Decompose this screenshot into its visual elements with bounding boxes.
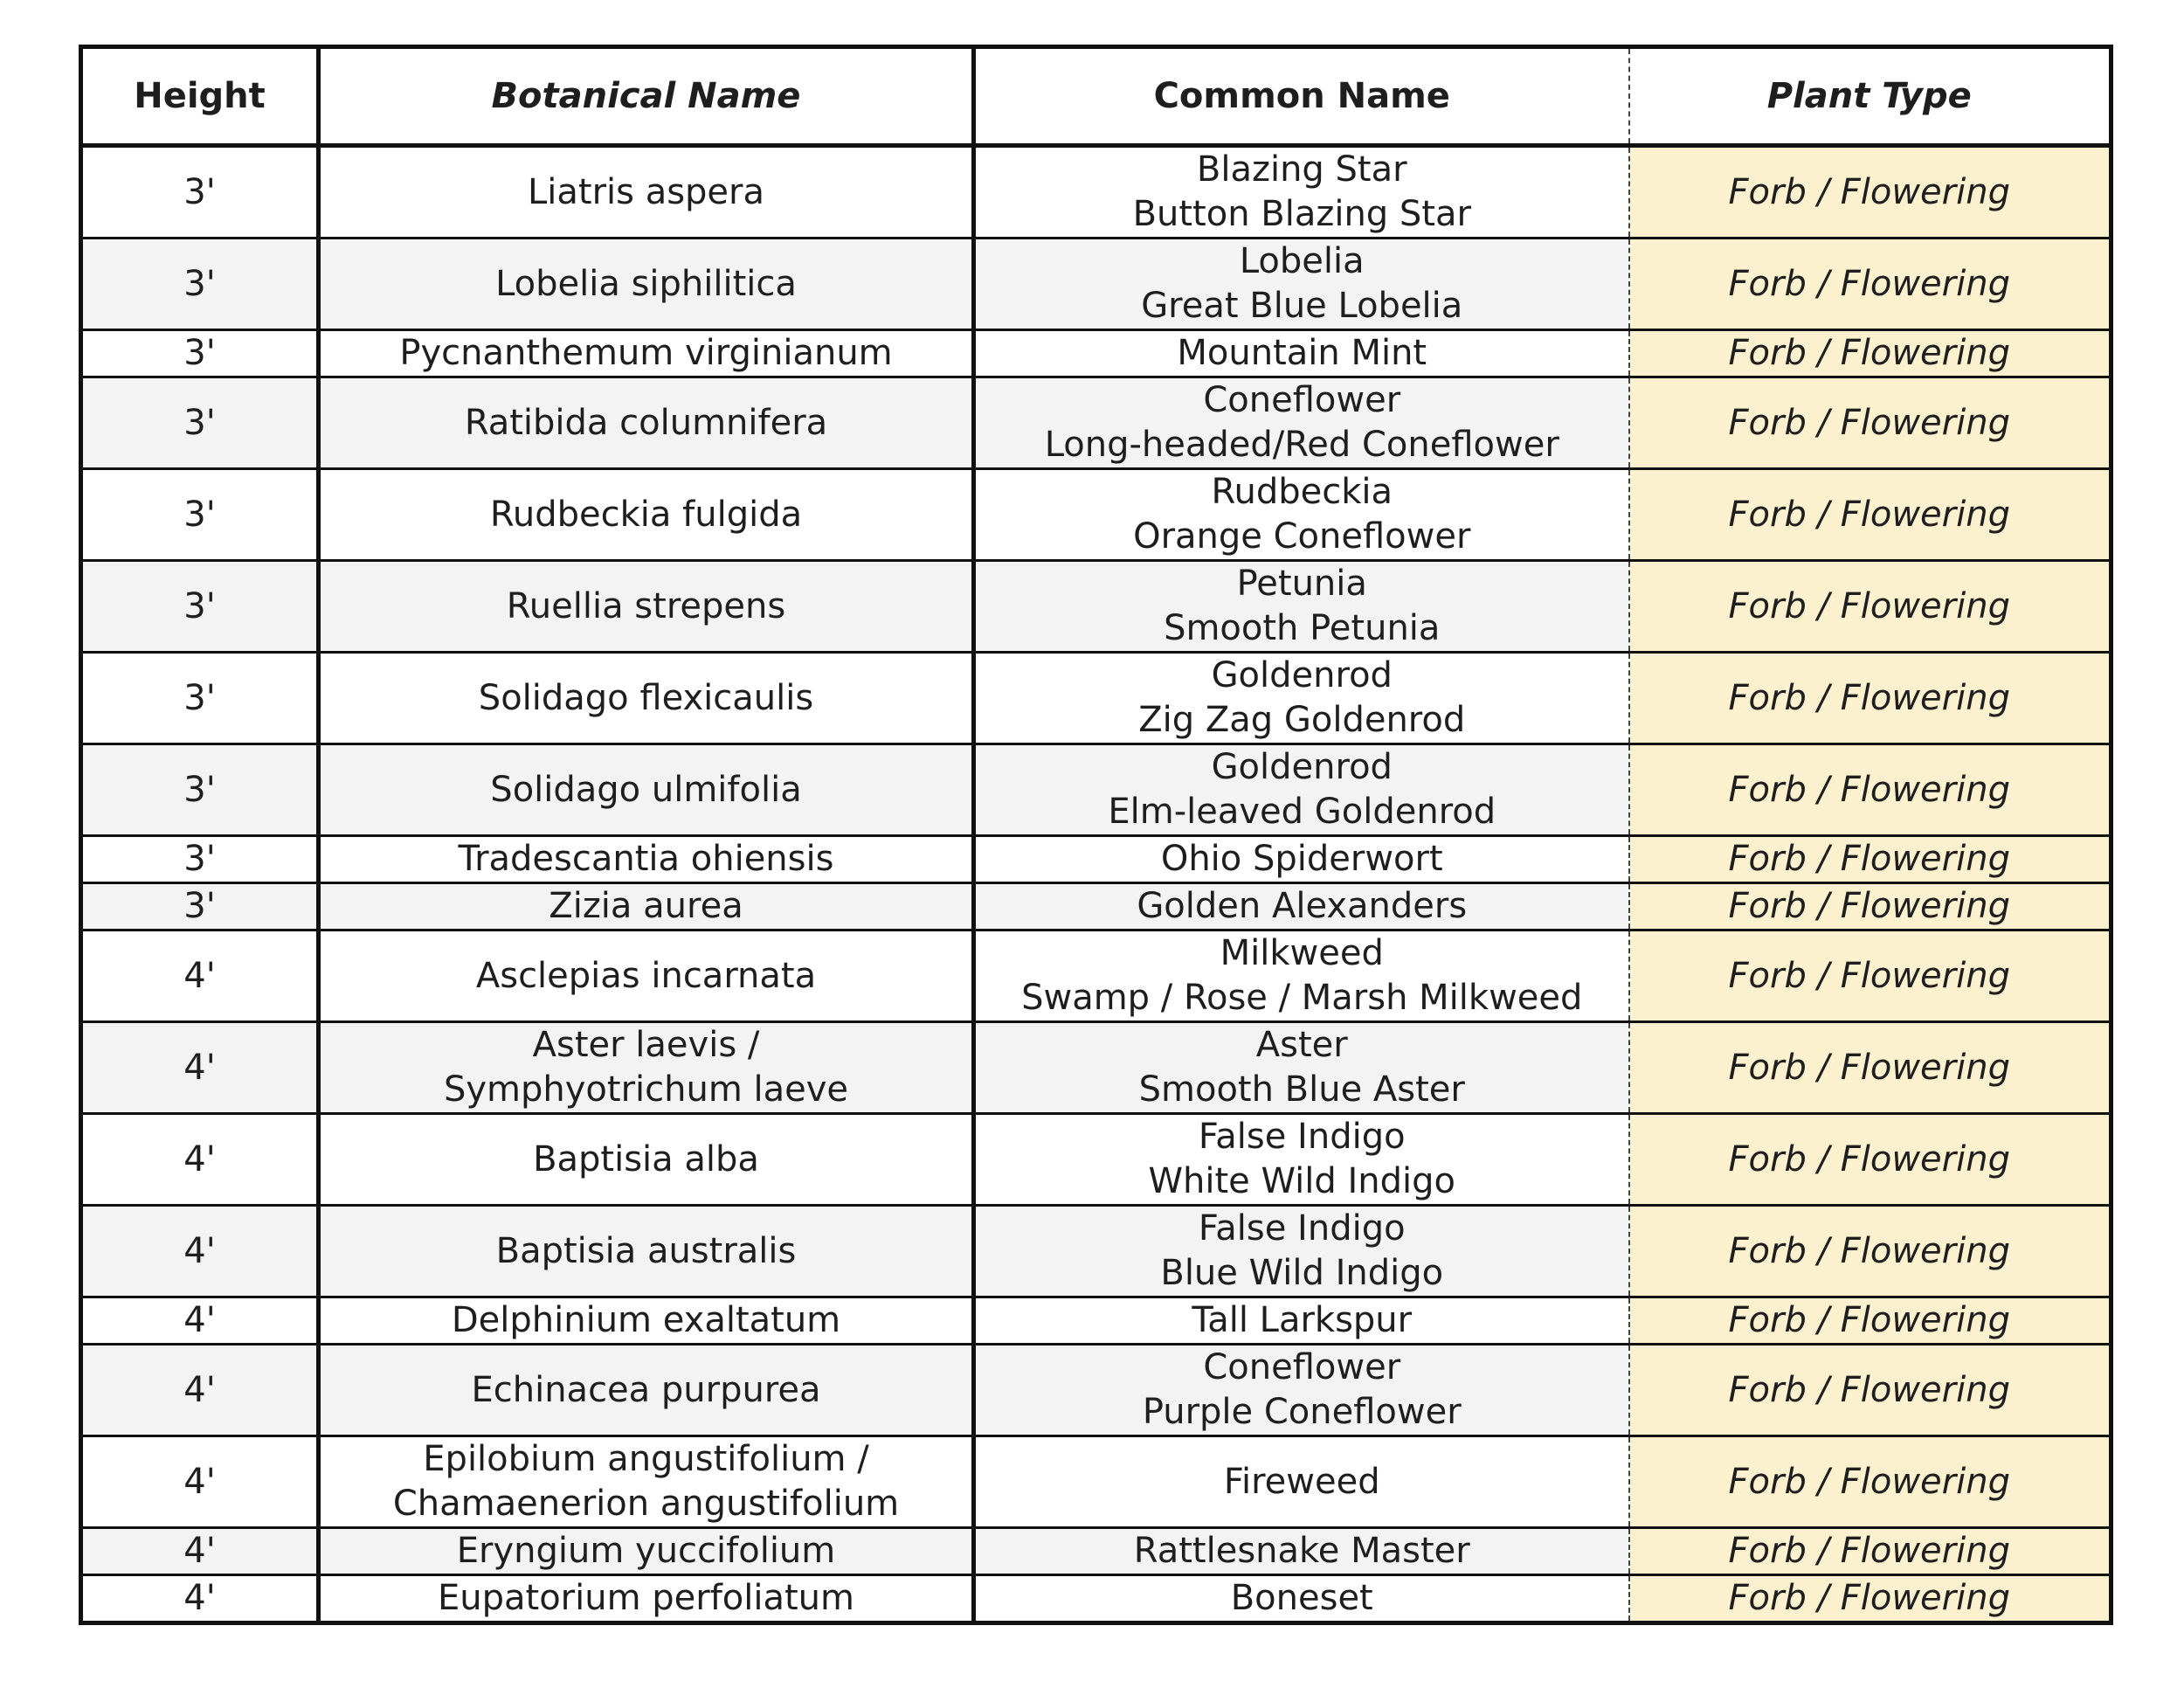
common-name-line: Smooth Blue Aster bbox=[1138, 1069, 1465, 1110]
cell-common-name bbox=[974, 1575, 1629, 1623]
botanical-name-line: Ruellia strepens bbox=[506, 585, 786, 626]
table-row bbox=[81, 653, 2111, 744]
cell-botanical-name bbox=[319, 1436, 974, 1528]
cell-common-name bbox=[974, 653, 1629, 744]
cell-botanical-name bbox=[319, 744, 974, 836]
botanical-name-line: Baptisia australis bbox=[495, 1230, 797, 1271]
plant-table bbox=[79, 45, 2113, 1625]
common-name-line: False Indigo bbox=[1198, 1208, 1406, 1249]
cell-common-name bbox=[974, 377, 1629, 469]
table-row bbox=[81, 377, 2111, 469]
cell-plant-type: Forb / Flowering bbox=[1629, 744, 2111, 836]
table-row bbox=[81, 1297, 2111, 1345]
botanical-name-line: Zizia aurea bbox=[549, 886, 743, 926]
botanical-name-line: Pycnanthemum virginianum bbox=[399, 333, 893, 373]
cell-botanical-name bbox=[319, 1345, 974, 1436]
header-common-name: Common Name bbox=[974, 47, 1629, 146]
common-name-line: Blazing Star bbox=[1196, 149, 1407, 190]
header-row bbox=[81, 47, 2111, 146]
cell-common-name bbox=[974, 883, 1629, 930]
cell-plant-type: Forb / Flowering bbox=[1629, 469, 2111, 561]
cell-height: 3' bbox=[81, 377, 319, 469]
cell-botanical-name bbox=[319, 836, 974, 883]
common-name-line: Purple Coneflower bbox=[1142, 1392, 1462, 1432]
common-name-line: Goldenrod bbox=[1211, 655, 1393, 695]
cell-plant-type: Forb / Flowering bbox=[1629, 1114, 2111, 1206]
cell-common-name bbox=[974, 836, 1629, 883]
common-name-line: Orange Coneflower bbox=[1133, 516, 1471, 557]
cell-height: 3' bbox=[81, 146, 319, 239]
common-name-line: Petunia bbox=[1236, 564, 1367, 604]
table-row bbox=[81, 1436, 2111, 1528]
common-name-line: Button Blazing Star bbox=[1132, 194, 1471, 234]
cell-plant-type: Forb / Flowering bbox=[1629, 883, 2111, 930]
common-name-line: Smooth Petunia bbox=[1164, 608, 1441, 648]
cell-common-name bbox=[974, 1297, 1629, 1345]
table-row bbox=[81, 1528, 2111, 1575]
cell-common-name bbox=[974, 1022, 1629, 1114]
common-name-line: Rudbeckia bbox=[1211, 472, 1393, 512]
table-row bbox=[81, 883, 2111, 930]
common-name-line: Milkweed bbox=[1220, 933, 1384, 973]
cell-common-name bbox=[974, 330, 1629, 377]
botanical-name-line: Solidago ulmifolia bbox=[490, 769, 802, 810]
cell-height: 4' bbox=[81, 1022, 319, 1114]
cell-plant-type: Forb / Flowering bbox=[1629, 1297, 2111, 1345]
cell-height: 4' bbox=[81, 1114, 319, 1206]
cell-common-name bbox=[974, 1114, 1629, 1206]
botanical-name-line: Rudbeckia fulgida bbox=[489, 494, 803, 535]
common-name-line: Coneflower bbox=[1203, 1347, 1401, 1387]
cell-common-name bbox=[974, 561, 1629, 653]
cell-plant-type: Forb / Flowering bbox=[1629, 1528, 2111, 1575]
botanical-name-line: Symphyotrichum laeve bbox=[443, 1069, 849, 1110]
cell-common-name bbox=[974, 146, 1629, 239]
table-row bbox=[81, 930, 2111, 1022]
common-name-line: Aster bbox=[1255, 1025, 1348, 1065]
cell-height: 3' bbox=[81, 836, 319, 883]
table-row bbox=[81, 330, 2111, 377]
table-row bbox=[81, 1206, 2111, 1297]
cell-plant-type: Forb / Flowering bbox=[1629, 1206, 2111, 1297]
common-name-line: Fireweed bbox=[1223, 1461, 1380, 1502]
cell-botanical-name bbox=[319, 146, 974, 239]
cell-height: 3' bbox=[81, 330, 319, 377]
cell-botanical-name bbox=[319, 330, 974, 377]
cell-plant-type: Forb / Flowering bbox=[1629, 653, 2111, 744]
botanical-name-line: Aster laevis / bbox=[532, 1025, 760, 1065]
botanical-name-line: Tradescantia ohiensis bbox=[458, 839, 834, 879]
table-row bbox=[81, 561, 2111, 653]
common-name-line: Swamp / Rose / Marsh Milkweed bbox=[1021, 978, 1583, 1018]
header-height: Height bbox=[81, 47, 319, 146]
common-name-line: Ohio Spiderwort bbox=[1160, 839, 1443, 879]
cell-common-name bbox=[974, 239, 1629, 330]
cell-plant-type: Forb / Flowering bbox=[1629, 561, 2111, 653]
table-body bbox=[81, 146, 2111, 1623]
cell-common-name bbox=[974, 1436, 1629, 1528]
cell-height: 3' bbox=[81, 239, 319, 330]
botanical-name-line: Baptisia alba bbox=[533, 1138, 759, 1180]
cell-plant-type: Forb / Flowering bbox=[1629, 1436, 2111, 1528]
cell-height: 4' bbox=[81, 930, 319, 1022]
cell-plant-type: Forb / Flowering bbox=[1629, 930, 2111, 1022]
common-name-line: Great Blue Lobelia bbox=[1141, 286, 1463, 326]
common-name-line: Zig Zag Goldenrod bbox=[1138, 700, 1466, 740]
cell-plant-type: Forb / Flowering bbox=[1629, 1345, 2111, 1436]
cell-height: 4' bbox=[81, 1575, 319, 1623]
cell-botanical-name bbox=[319, 1528, 974, 1575]
table-row bbox=[81, 469, 2111, 561]
common-name-line: Elm-leaved Goldenrod bbox=[1108, 792, 1496, 832]
table-row bbox=[81, 1345, 2111, 1436]
botanical-name-line: Echinacea purpurea bbox=[471, 1369, 821, 1410]
common-name-line: Long-headed/Red Coneflower bbox=[1044, 425, 1559, 465]
botanical-name-line: Epilobium angustifolium / bbox=[423, 1439, 869, 1479]
header-botanical-name: Botanical Name bbox=[319, 47, 974, 146]
table-row bbox=[81, 239, 2111, 330]
cell-height: 4' bbox=[81, 1528, 319, 1575]
cell-common-name bbox=[974, 930, 1629, 1022]
cell-botanical-name bbox=[319, 1297, 974, 1345]
common-name-line: Mountain Mint bbox=[1177, 333, 1427, 373]
cell-common-name bbox=[974, 1345, 1629, 1436]
cell-height: 4' bbox=[81, 1436, 319, 1528]
table-row bbox=[81, 1114, 2111, 1206]
cell-common-name bbox=[974, 1206, 1629, 1297]
botanical-name-line: Lobelia siphilitica bbox=[495, 263, 797, 304]
cell-botanical-name bbox=[319, 653, 974, 744]
botanical-name-line: Solidago flexicaulis bbox=[478, 677, 814, 718]
cell-common-name bbox=[974, 469, 1629, 561]
cell-plant-type: Forb / Flowering bbox=[1629, 377, 2111, 469]
common-name-line: Tall Larkspur bbox=[1192, 1300, 1413, 1340]
botanical-name-line: Asclepias incarnata bbox=[475, 955, 817, 996]
cell-botanical-name bbox=[319, 239, 974, 330]
header-plant-type: Plant Type bbox=[1629, 47, 2111, 146]
cell-plant-type: Forb / Flowering bbox=[1629, 836, 2111, 883]
cell-botanical-name bbox=[319, 1114, 974, 1206]
cell-height: 3' bbox=[81, 883, 319, 930]
botanical-name-line: Delphinium exaltatum bbox=[451, 1300, 841, 1340]
cell-height: 3' bbox=[81, 653, 319, 744]
cell-botanical-name bbox=[319, 1206, 974, 1297]
cell-height: 3' bbox=[81, 561, 319, 653]
table-row bbox=[81, 146, 2111, 239]
common-name-line: Rattlesnake Master bbox=[1133, 1531, 1470, 1571]
cell-botanical-name bbox=[319, 377, 974, 469]
common-name-line: Golden Alexanders bbox=[1137, 886, 1468, 926]
cell-botanical-name bbox=[319, 930, 974, 1022]
common-name-line: Boneset bbox=[1230, 1578, 1373, 1618]
cell-plant-type: Forb / Flowering bbox=[1629, 1575, 2111, 1623]
cell-plant-type: Forb / Flowering bbox=[1629, 1022, 2111, 1114]
table-row bbox=[81, 836, 2111, 883]
cell-plant-type: Forb / Flowering bbox=[1629, 146, 2111, 239]
cell-height: 3' bbox=[81, 744, 319, 836]
table-row bbox=[81, 744, 2111, 836]
table-row bbox=[81, 1575, 2111, 1623]
cell-plant-type: Forb / Flowering bbox=[1629, 239, 2111, 330]
cell-height: 3' bbox=[81, 469, 319, 561]
cell-botanical-name bbox=[319, 469, 974, 561]
cell-height: 4' bbox=[81, 1297, 319, 1345]
cell-height: 4' bbox=[81, 1345, 319, 1436]
cell-botanical-name bbox=[319, 883, 974, 930]
botanical-name-line: Ratibida columnifera bbox=[464, 402, 828, 443]
table-row bbox=[81, 1022, 2111, 1114]
botanical-name-line: Eryngium yuccifolium bbox=[456, 1531, 836, 1571]
common-name-line: Blue Wild Indigo bbox=[1160, 1253, 1444, 1293]
common-name-line: Lobelia bbox=[1239, 241, 1365, 281]
cell-common-name bbox=[974, 1528, 1629, 1575]
common-name-line: Coneflower bbox=[1203, 380, 1401, 420]
common-name-line: Goldenrod bbox=[1211, 747, 1393, 787]
botanical-name-line: Chamaenerion angustifolium bbox=[392, 1484, 900, 1524]
common-name-line: False Indigo bbox=[1198, 1117, 1406, 1157]
cell-botanical-name bbox=[319, 1575, 974, 1623]
cell-plant-type: Forb / Flowering bbox=[1629, 330, 2111, 377]
botanical-name-line: Liatris aspera bbox=[527, 171, 764, 212]
table-header bbox=[81, 47, 2111, 146]
cell-botanical-name bbox=[319, 1022, 974, 1114]
cell-botanical-name bbox=[319, 561, 974, 653]
botanical-name-line: Eupatorium perfoliatum bbox=[437, 1578, 854, 1618]
common-name-line: White Wild Indigo bbox=[1148, 1161, 1456, 1201]
cell-common-name bbox=[974, 744, 1629, 836]
cell-height: 4' bbox=[81, 1206, 319, 1297]
